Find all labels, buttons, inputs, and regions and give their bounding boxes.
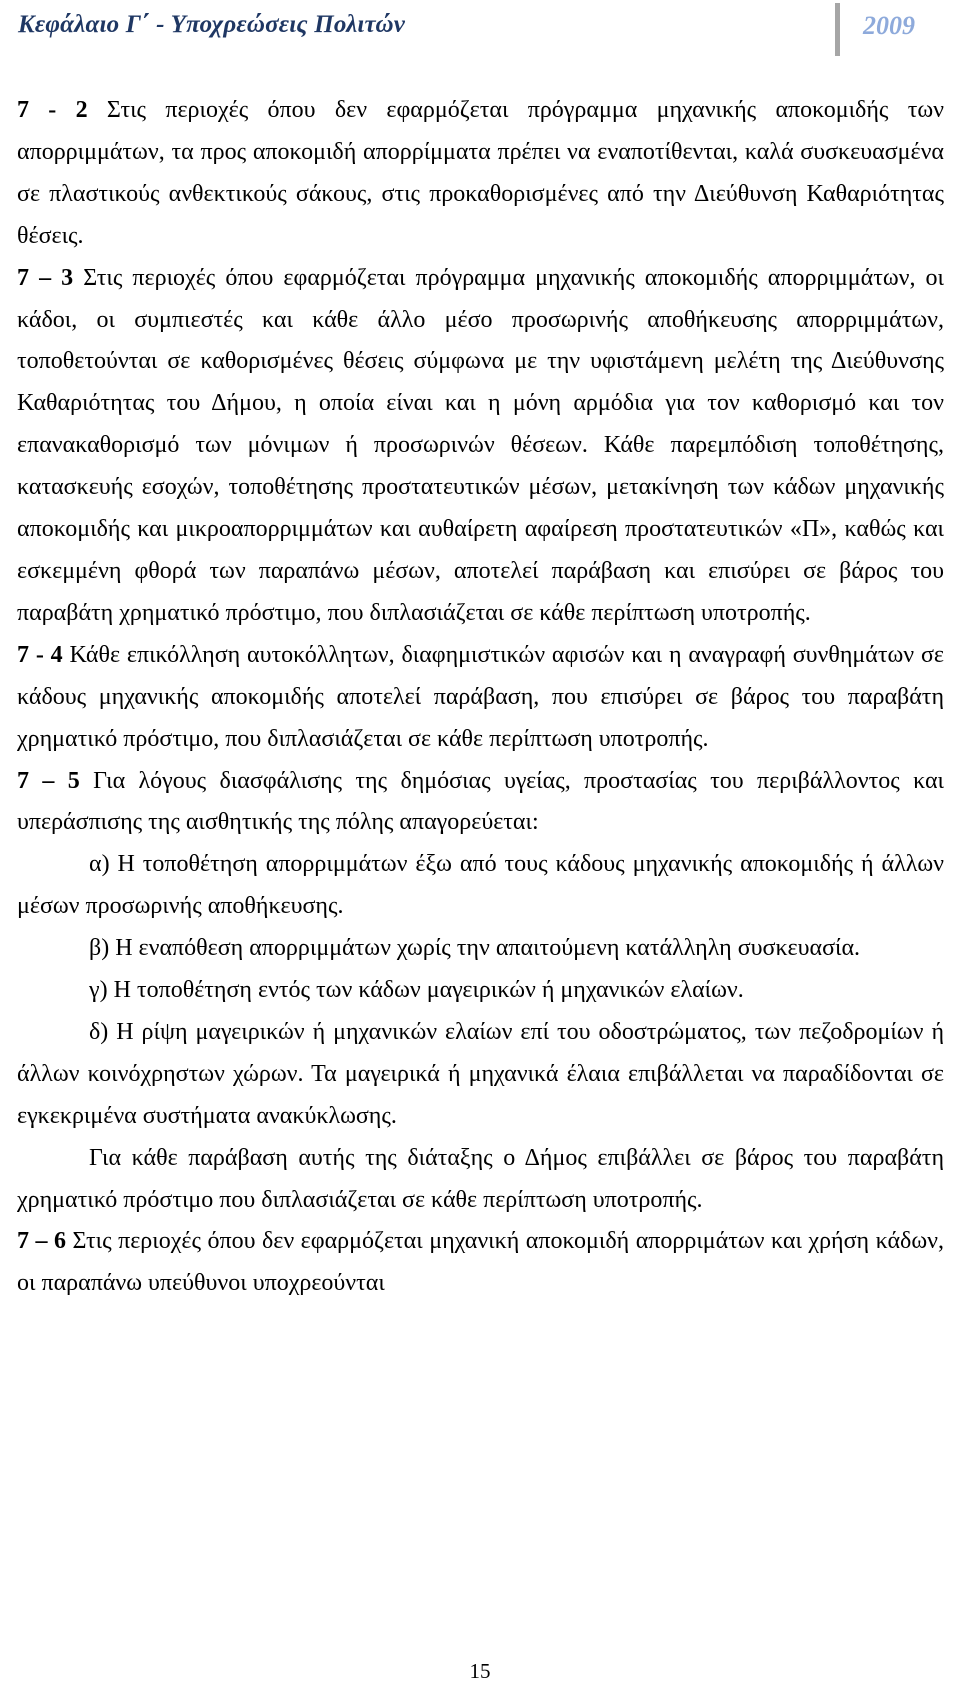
- article-number: 7 - 2: [17, 97, 88, 123]
- paragraph-7-4: [17, 635, 944, 761]
- paragraph-7-5: [17, 761, 944, 845]
- paragraph-text: Κάθε επικόλληση αυτοκόλλητων, διαφημιστικών αφισών και η αναγραφή συνθημάτων σε κάδους μηχανικής αποκομιδής αποτελεί παράβαση, που επισύρει σε βάρος του παραβάτη χρηματικό πρόστιμο, που διπλασιάζεται σε κάθε περίπτωση υποτροπής.: [17, 641, 944, 752]
- article-number: 7 – 6: [17, 1228, 66, 1255]
- list-item-b: β) Η εναπόθεση απορριμμάτων χωρίς την απαιτούμενη κατάλληλη συσκευασία.: [89, 935, 861, 962]
- list-item-c: γ) Η τοποθέτηση εντός των κάδων μαγειρικών ή μηχανικών ελαίων.: [89, 977, 744, 1004]
- chapter-title: Κεφάλαιο Γ΄ - Υποχρεώσεις Πολιτών: [18, 11, 406, 38]
- document-body: [17, 90, 944, 1305]
- paragraph-text: Στις περιοχές όπου δεν εφαρμόζεται μηχανική αποκομιδή απορριμάτων και χρήση κάδων, οι παραπάνω υπεύθυνοι υποχρεούνται: [17, 1228, 945, 1297]
- page-header: [18, 0, 942, 58]
- paragraph-text: Για λόγους διασφάλισης της δημόσιας υγείας, προστασίας του περιβάλλοντος και υπεράσπισης της αισθητικής της πόλης απαγορεύεται:: [17, 767, 944, 836]
- header-divider: [835, 3, 840, 56]
- article-number: 7 - 4: [17, 641, 63, 668]
- paragraph-7-2: [17, 90, 944, 258]
- page-number: 15: [469, 1659, 491, 1683]
- article-number: 7 – 5: [17, 767, 80, 794]
- list-item-d: δ) Η ρίψη μαγειρικών ή μηχανικών ελαίων επί του οδοστρώματος, των πεζοδρομίων ή άλλων κοινόχρηστων χώρων. Τα μαγειρικά ή μηχανικά έλαια επιβάλλεται να παραδίδονται σε εγκεκριμένα συστήματα ανακύκλωσης.: [17, 1018, 944, 1129]
- paragraph-7-3: [17, 258, 944, 635]
- paragraph-text: Στις περιοχές όπου εφαρμόζεται πρόγραμμα μηχανικής αποκομιδής απορριμμάτων, οι κάδοι, οι συμπιεστές και κάθε άλλο μέσο προσωρινής αποθήκευσης απορριμμάτων, τοποθετούνται σε καθορισμένες θέσεις σύμφωνα με την υφιστάμενη μελέτη της Διεύθυνσης Καθαριότητας του Δήμου, η οποία είναι και η μόνη αρμόδια για τον καθορισμό και τον επανακαθορισμό των μόνιμων ή προσωρινών θέσεων. Κάθε παρεμπόδιση τοποθέτησης, κατασκευής εσοχών, τοποθέτησης προστατευτικών μέσων, μετακίνηση των κάδων μηχανικής αποκομιδής και μικροαπορριμμάτων και αυθαίρετη αφαίρεση προστατευτικών «Π», καθώς και εσκεμμένη φθορά των παραπάνω μέσων, αποτελεί παράβαση και επισύρει σε βάρος του παραβάτη χρηματικό πρόστιμο, που διπλασιάζεται σε κάθε περίπτωση υποτροπής.: [17, 264, 945, 626]
- paragraph-7-6: [17, 1221, 944, 1305]
- article-number: 7 – 3: [17, 264, 74, 291]
- paragraph-text: Στις περιοχές όπου δεν εφαρμόζεται πρόγραμμα μηχανικής αποκομιδής των απορριμμάτων, τα προς αποκομιδή απορρίμματα πρέπει να εναποτίθενται, καλά συσκευασμένα σε πλαστικούς ανθεκτικούς σάκους, στις προκαθορισμένες από την Διεύθυνση Καθαριότητας θέσεις.: [17, 97, 944, 249]
- list-item-a: α) Η τοποθέτηση απορριμμάτων έξω από τους κάδους μηχανικής αποκομιδής ή άλλων μέσων προσωρινής αποθήκευσης.: [17, 851, 944, 920]
- penalty-paragraph: Για κάθε παράβαση αυτής της διάταξης ο Δήμος επιβάλλει σε βάρος του παραβάτη χρηματικό πρόστιμο που διπλασιάζεται σε κάθε περίπτωση υποτροπής.: [17, 1144, 944, 1213]
- header-year: 2009: [863, 11, 915, 40]
